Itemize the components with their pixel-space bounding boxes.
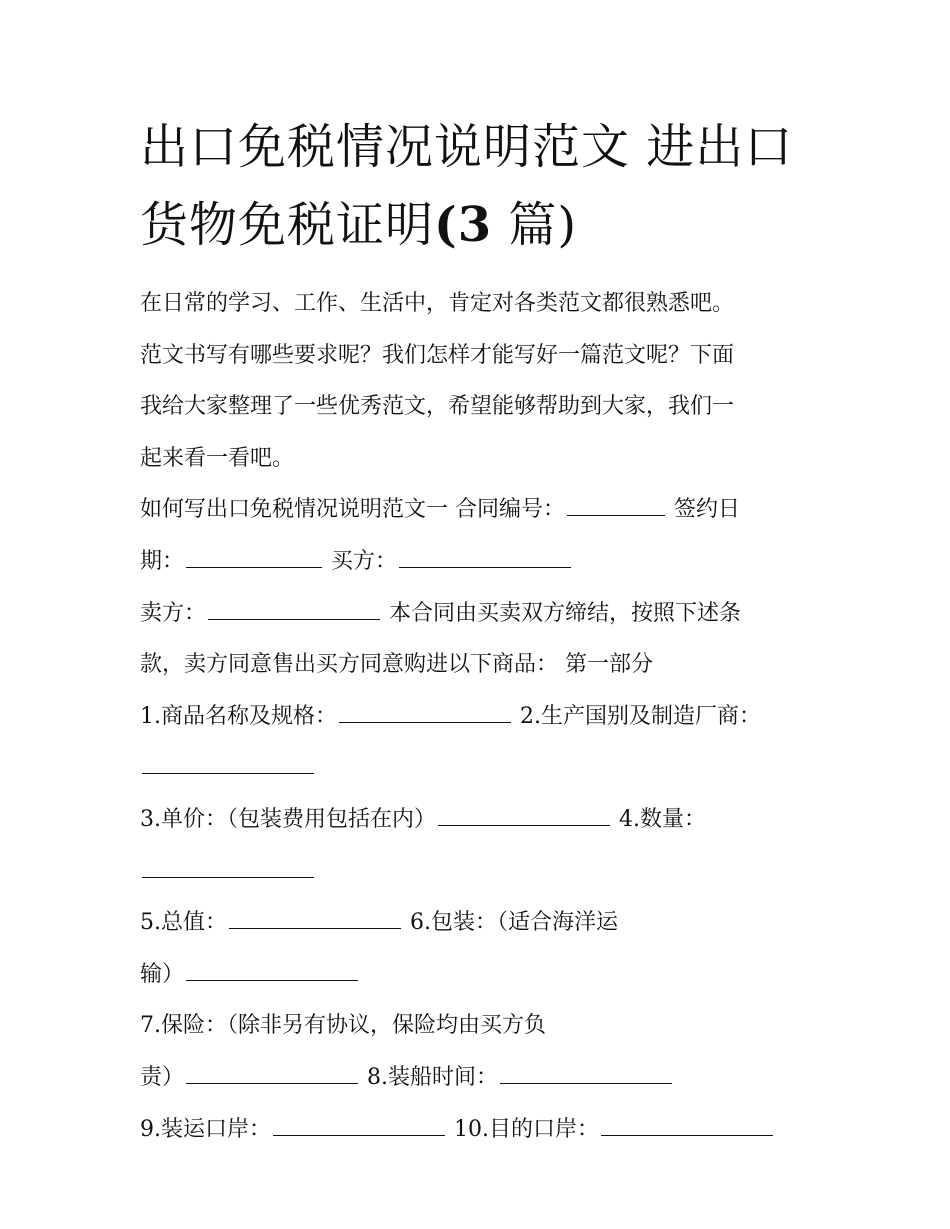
agreement-line: 款，卖方同意售出买方同意购进以下商品： 第一部分 (140, 652, 653, 678)
title-line-2 (140, 186, 820, 264)
item-7-8-line (140, 1052, 820, 1104)
contract-heading-line (140, 484, 820, 536)
buyer-blank (399, 541, 571, 568)
item-9-label: 9.装运口岸： (140, 1116, 271, 1142)
seller-label: 卖方： (140, 600, 207, 626)
item-9-10-line (140, 1104, 820, 1156)
item-10-label: 10.目的口岸： (454, 1116, 599, 1142)
item-3-blank (438, 799, 610, 826)
title-count: (3 (434, 197, 493, 253)
item-7-blank (186, 1057, 358, 1084)
item-5-6-line (140, 897, 820, 949)
item-2-blank (142, 747, 314, 774)
item-3-4-line (140, 794, 820, 846)
item-5-label: 5.总值： (140, 910, 227, 936)
contract-section (140, 484, 820, 1155)
date-buyer-line (140, 536, 820, 588)
item-6-cont-line (140, 949, 820, 1001)
seller-blank (208, 593, 380, 620)
item-10-blank (601, 1109, 773, 1136)
item-9-blank (273, 1109, 445, 1136)
intro-line: 我给大家整理了一些优秀范文，希望能够帮助到大家，我们一 (140, 394, 735, 420)
intro-line: 在日常的学习、工作、生活中，肯定对各类范文都很熟悉吧。 (140, 291, 735, 316)
agreement-text: 本合同由买卖双方缔结，按照下述条 (389, 600, 742, 626)
item-1-blank (339, 696, 511, 723)
item-7-label-end: 责） (140, 1064, 185, 1090)
item-3-label: 3.单价：（包装费用包括在内） (140, 806, 436, 832)
document-title (140, 108, 820, 264)
intro-line: 起来看一看吧。 (140, 445, 295, 471)
sign-date-blank (186, 541, 322, 568)
sign-date-label: 签约日 (674, 497, 741, 523)
item-2-label: 2.生产国别及制造厂商： (520, 703, 761, 729)
document-page (140, 108, 820, 1155)
item-6-blank (186, 954, 358, 981)
item-4-label: 4.数量： (619, 806, 706, 832)
item-8-label: 8.装船时间： (367, 1064, 499, 1090)
intro-line: 范文书写有哪些要求呢？我们怎样才能写好一篇范文呢？下面 (140, 342, 735, 368)
contract-number-blank (567, 489, 665, 516)
item-7-line: 7.保险：（除非另有协议，保险均由买方负 (140, 1013, 546, 1039)
title-line-2-text: 货物免税证明 (140, 197, 435, 253)
item-6-label-end: 输） (140, 961, 185, 987)
buyer-label: 买方： (331, 548, 398, 574)
title-line-1: 出口免税情况说明范文 进出口 (140, 119, 794, 175)
item-6-label: 6.包装：（适合海洋运 (410, 910, 618, 936)
title-count-unit: 篇) (508, 197, 578, 253)
item-4-blank-line (140, 846, 820, 898)
seller-line (140, 588, 820, 640)
item-2-blank-line (140, 742, 820, 794)
sign-date-label-end: 期： (140, 548, 185, 574)
item-1-2-line (140, 691, 820, 743)
item-1-label: 1.商品名称及规格： (140, 703, 337, 729)
item-4-blank (142, 851, 314, 878)
item-8-blank (500, 1057, 672, 1084)
intro-paragraph (140, 278, 820, 484)
contract-heading: 如何写出口免税情况说明范文一 合同编号： (140, 497, 565, 523)
item-5-blank (229, 902, 401, 929)
